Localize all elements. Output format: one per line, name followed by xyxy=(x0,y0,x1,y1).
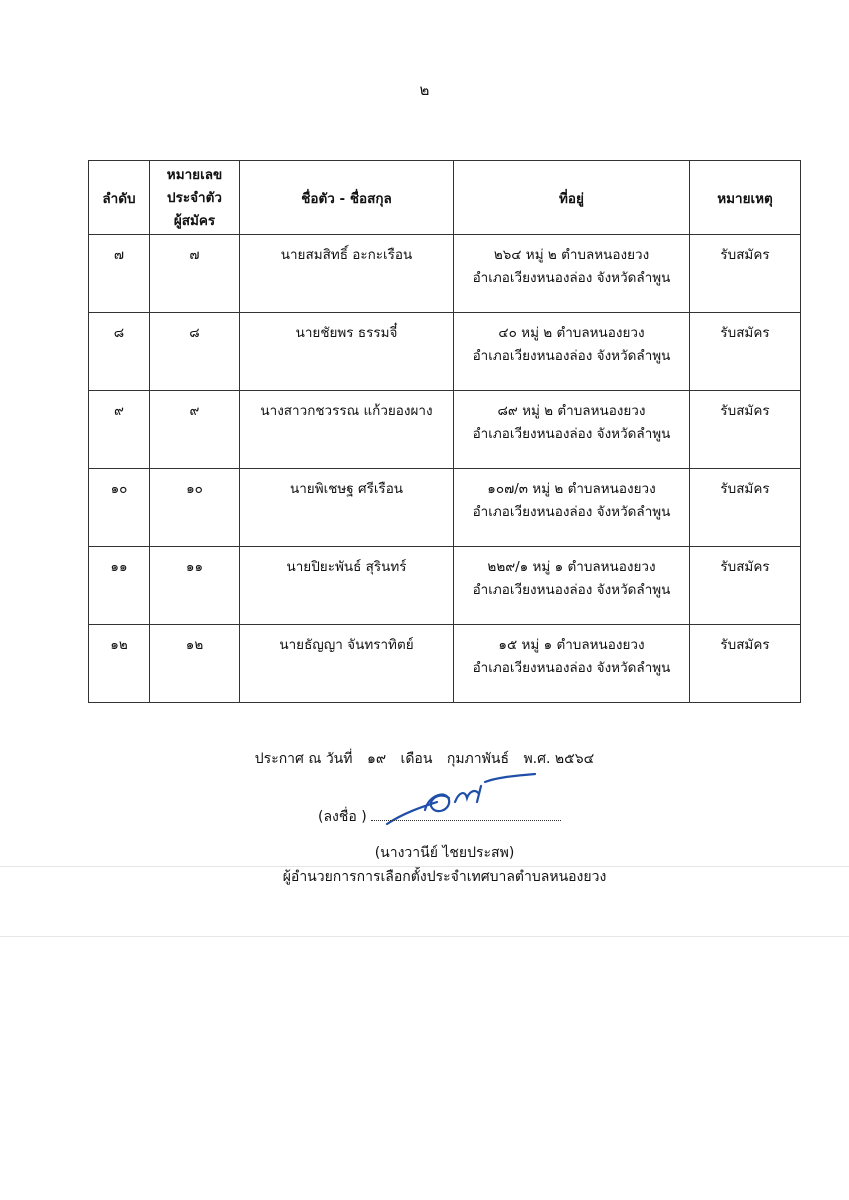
announcement-month: กุมภาพันธ์ xyxy=(446,751,509,767)
row-note: รับสมัคร xyxy=(720,325,770,341)
row-candidate-id: ๘ xyxy=(189,325,200,341)
row-address-line1: ๔๐ หมู่ ๒ ตำบลหนองยวง xyxy=(498,325,645,341)
row-note: รับสมัคร xyxy=(720,403,770,419)
row-name: นายชัยพร ธรรมจี๋ xyxy=(295,325,398,341)
announcement-month-label: เดือน xyxy=(400,751,433,767)
announcement-year: พ.ศ. ๒๕๖๔ xyxy=(523,751,595,767)
row-name: นายพิเชษฐ ศรีเรือน xyxy=(289,481,404,497)
signature-dotted-line xyxy=(371,806,561,821)
header-order: ลำดับ xyxy=(89,161,150,235)
row-address xyxy=(454,625,689,680)
row-name: นางสาวกชวรรณ แก้วยองผาง xyxy=(260,403,433,419)
row-address-line2: อำเภอเวียงหนองล่อง จังหวัดลำพูน xyxy=(472,426,671,442)
row-note: รับสมัคร xyxy=(720,481,770,497)
table-header-row xyxy=(89,161,801,235)
header-name: ชื่อตัว - ชื่อสกุล xyxy=(240,161,454,235)
signer-name: (นางวานีย์ ไชยประสพ) xyxy=(374,845,515,861)
row-candidate-id: ๑๑ xyxy=(185,559,204,575)
scan-artifact-line xyxy=(0,936,849,937)
row-address xyxy=(454,235,689,290)
sign-label: (ลงชื่อ ) xyxy=(318,809,367,825)
row-address-line2: อำเภอเวียงหนองล่อง จังหวัดลำพูน xyxy=(472,504,671,520)
header-id-line2: ประจำตัว xyxy=(167,190,222,206)
row-candidate-id: ๗ xyxy=(189,247,200,263)
scan-artifact-line xyxy=(0,866,849,867)
signature-row xyxy=(318,806,561,828)
row-address-line2: อำเภอเวียงหนองล่อง จังหวัดลำพูน xyxy=(472,660,671,676)
table-row xyxy=(89,313,801,391)
announcement-prefix: ประกาศ ณ วันที่ xyxy=(254,751,353,767)
row-order: ๑๑ xyxy=(110,559,128,575)
header-id-line3: ผู้สมัคร xyxy=(173,213,216,229)
row-order: ๙ xyxy=(114,403,124,419)
row-name: นายสมสิทธิ์ อะกะเรือน xyxy=(280,247,413,263)
header-address: ที่อยู่ xyxy=(454,161,690,235)
row-address-line1: ๒๒๙/๑ หมู่ ๑ ตำบลหนองยวง xyxy=(487,559,656,575)
row-address-line1: ๑๕ หมู่ ๑ ตำบลหนองยวง xyxy=(498,637,645,653)
header-note: หมายเหตุ xyxy=(690,161,801,235)
row-note: รับสมัคร xyxy=(720,559,770,575)
signer-title: ผู้อำนวยการการเลือกตั้งประจำเทศบาลตำบลหนองยวง xyxy=(282,869,607,885)
row-note: รับสมัคร xyxy=(720,637,770,653)
row-address-line2: อำเภอเวียงหนองล่อง จังหวัดลำพูน xyxy=(472,348,671,364)
row-address-line1: ๑๐๗/๓ หมู่ ๒ ตำบลหนองยวง xyxy=(487,481,656,497)
row-address-line2: อำเภอเวียงหนองล่อง จังหวัดลำพูน xyxy=(472,270,671,286)
announcement-date xyxy=(0,748,849,770)
table-row xyxy=(89,391,801,469)
row-address-line2: อำเภอเวียงหนองล่อง จังหวัดลำพูน xyxy=(472,582,671,598)
page-number: ๒ xyxy=(419,81,430,99)
row-name: นายธัญญา จันทราทิตย์ xyxy=(279,637,414,653)
row-address-line1: ๘๙ หมู่ ๒ ตำบลหนองยวง xyxy=(497,403,646,419)
header-candidate-id xyxy=(150,161,240,235)
row-candidate-id: ๑๒ xyxy=(185,637,204,653)
row-candidate-id: ๙ xyxy=(189,403,200,419)
row-address xyxy=(454,469,689,524)
row-address-line1: ๒๖๔ หมู่ ๒ ตำบลหนองยวง xyxy=(493,247,650,263)
row-address xyxy=(454,313,689,368)
table-row xyxy=(89,469,801,547)
table-row xyxy=(89,625,801,703)
row-address xyxy=(454,391,689,446)
row-order: ๑๐ xyxy=(110,481,128,497)
row-address xyxy=(454,547,689,602)
row-order: ๘ xyxy=(113,325,125,341)
announcement-day: ๑๙ xyxy=(366,751,387,767)
row-candidate-id: ๑๐ xyxy=(186,481,203,497)
candidate-table xyxy=(88,160,801,703)
header-id-line1: หมายเลข xyxy=(166,167,223,183)
table-row xyxy=(89,547,801,625)
row-order: ๗ xyxy=(113,247,125,263)
row-note: รับสมัคร xyxy=(720,247,770,263)
row-name: นายปิยะพันธ์ สุรินทร์ xyxy=(286,559,407,575)
row-order: ๑๒ xyxy=(110,637,128,653)
table-row xyxy=(89,235,801,313)
